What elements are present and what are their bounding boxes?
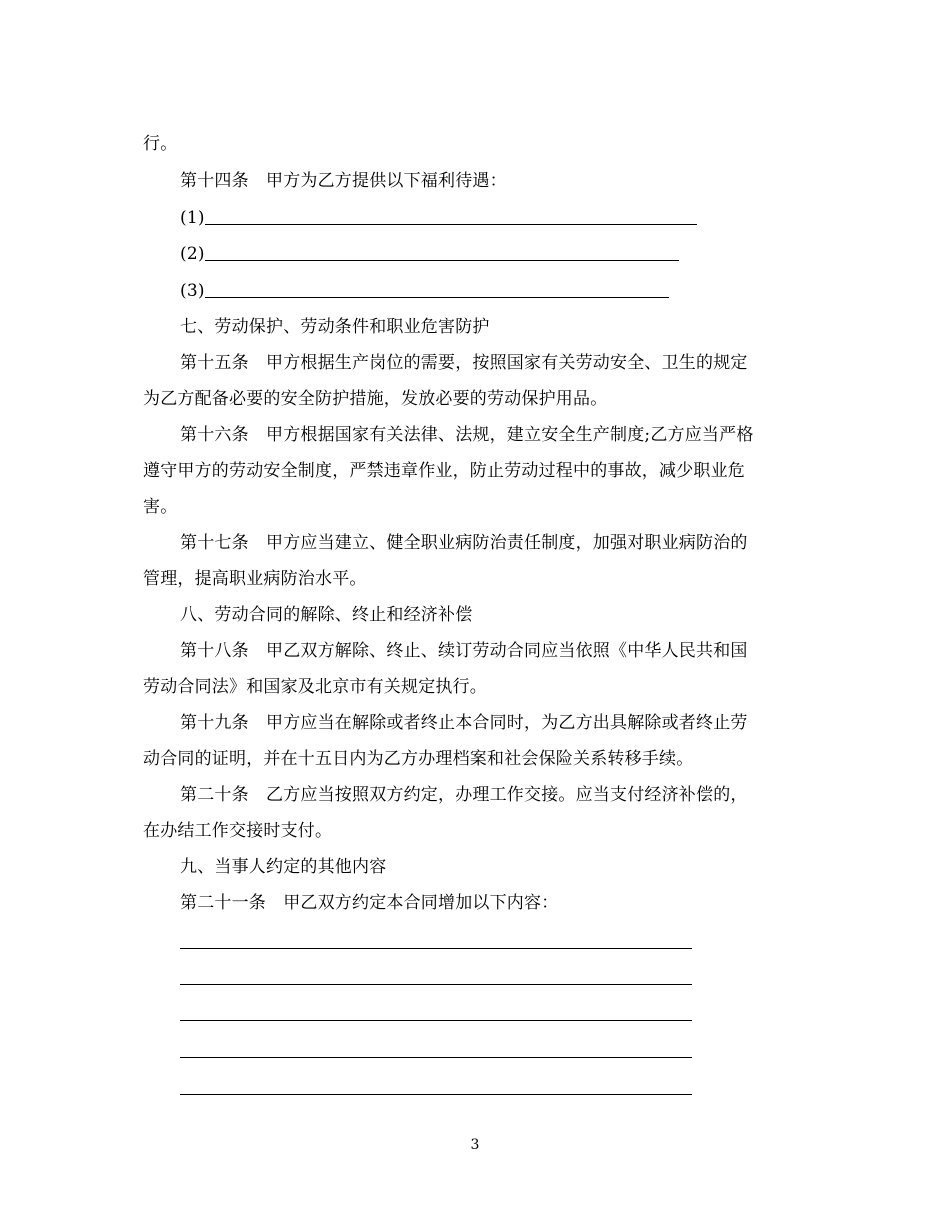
fill-in-line [180,1094,692,1095]
text-line: 动合同的证明，并在十五日内为乙方办理档案和社会保险关系转移手续。 [143,749,694,769]
benefit-item-1-blank [205,208,697,225]
text-line: 遵守甲方的劳动安全制度，严禁违章作业，防止劳动过程中的事故，减少职业危 [143,461,745,481]
text-line: 行。 [143,134,178,154]
article-15: 第十五条 甲方根据生产岗位的需要，按照国家有关劳动安全、卫生的规定 [180,353,748,373]
text-line: 为乙方配备必要的安全防护措施，发放必要的劳动保护用品。 [143,389,608,409]
section-heading-7: 七、劳动保护、劳动条件和职业危害防护 [180,317,490,337]
benefit-item-2-blank [205,244,679,261]
article-21: 第二十一条 甲乙双方约定本合同增加以下内容： [180,893,559,913]
article-18: 第十八条 甲乙双方解除、终止、续订劳动合同应当依照《中华人民共和国 [180,641,748,661]
article-16: 第十六条 甲方根据国家有关法律、法规，建立安全生产制度;乙方应当严格 [180,425,754,445]
article-14: 第十四条 甲方为乙方提供以下福利待遇： [180,171,507,191]
text-line: 害。 [143,497,178,517]
benefit-item-3-blank [205,281,669,298]
article-20: 第二十条 乙方应当按照双方约定，办理工作交接。应当支付经济补偿的， [180,785,748,805]
fill-in-line [180,984,692,985]
benefit-item-1 [180,207,697,229]
section-heading-9: 九、当事人约定的其他内容 [180,857,387,877]
fill-in-line [180,948,692,949]
benefit-item-2 [180,243,679,265]
text-line: 在办结工作交接时支付。 [143,821,333,841]
fill-in-line [180,1020,692,1021]
article-19: 第十九条 甲方应当在解除或者终止本合同时，为乙方出具解除或者终止劳 [180,713,748,733]
text-line: 管理，提高职业病防治水平。 [143,569,367,589]
article-17: 第十七条 甲方应当建立、健全职业病防治责任制度，加强对职业病防治的 [180,533,748,553]
text-line: 劳动合同法》和国家及北京市有关规定执行。 [143,677,487,697]
fill-in-line [180,1057,692,1058]
benefit-item-3 [180,280,669,302]
section-heading-8: 八、劳动合同的解除、终止和经济补偿 [180,605,473,625]
benefit-item-1-label: (1) [180,208,205,228]
benefit-item-2-label: (2) [180,244,205,264]
page-number: 3 [470,1137,480,1153]
benefit-item-3-label: (3) [180,281,205,301]
